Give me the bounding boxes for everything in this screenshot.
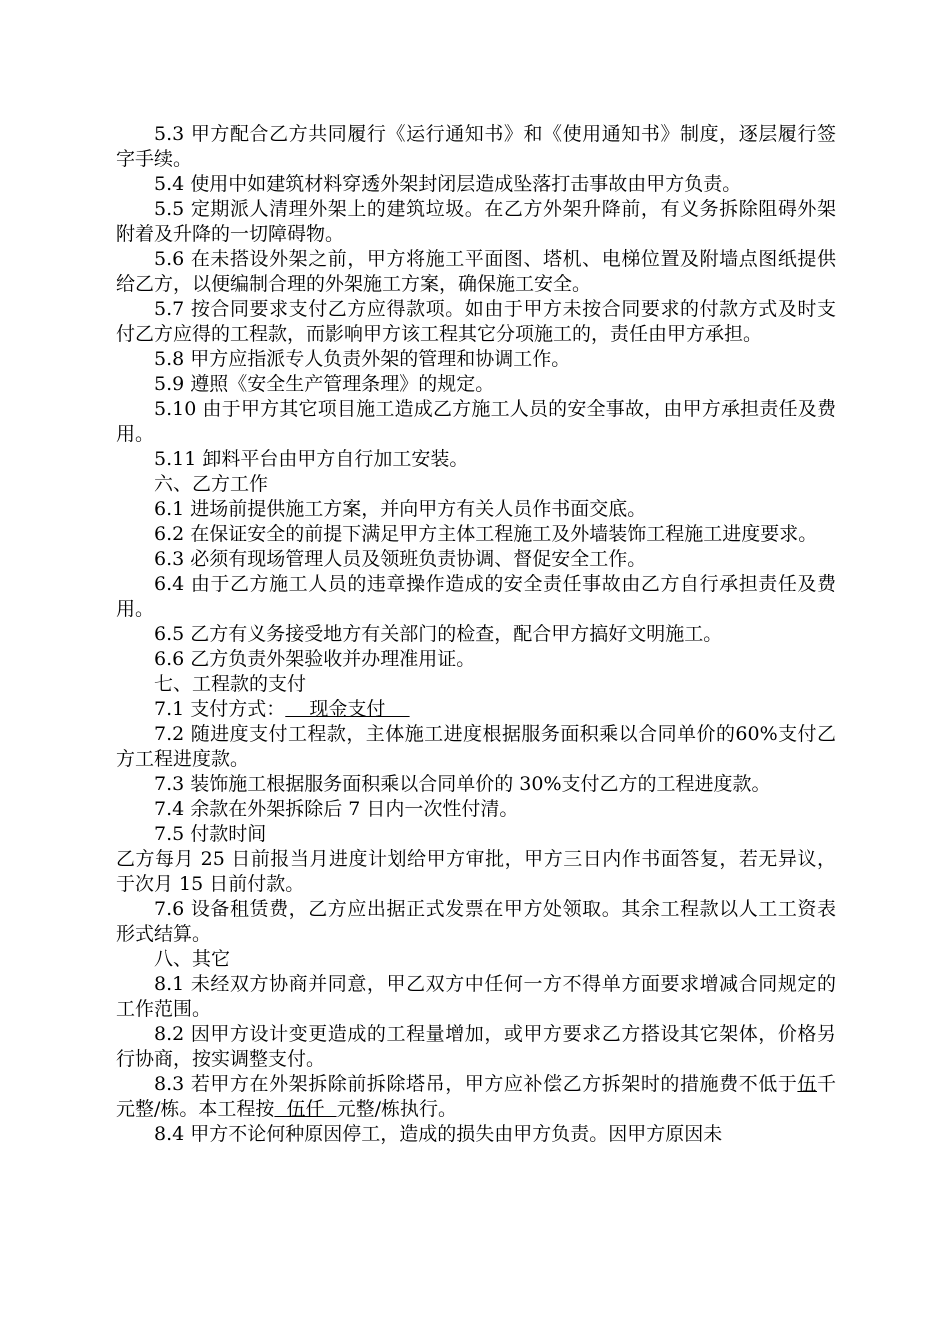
compensation-amount-min: 伍 [797,1073,817,1095]
clause-8-2: 8.2 因甲方设计变更造成的工程量增加，或甲方要求乙方搭设其它架体，价格另行协商，按实调整支付。 [116,1023,836,1070]
clause-7-5: 7.5 付款时间 [154,823,267,845]
clause-5-4: 5.4 使用中如建筑材料穿透外架封闭层造成坠落打击事故由甲方负责。 [154,173,742,195]
section-heading-6: 六、乙方工作 [154,473,269,495]
clause-7-2: 7.2 随进度支付工程款，主体施工进度根据服务面积乘以合同单价的60%支付乙方工程进度款。 [116,723,836,770]
clause-5-6: 5.6 在未搭设外架之前，甲方将施工平面图、塔机、电梯位置及附墙点图纸提供给乙方，以便编制合理的外架施工方案，确保施工安全。 [116,248,836,295]
clause-6-1: 6.1 进场前提供施工方案，并向甲方有关人员作书面交底。 [154,498,647,520]
payment-method-label: 7.1 支付方式： [154,698,286,720]
clause-5-5: 5.5 定期派人清理外架上的建筑垃圾。在乙方外架升降前，有义务拆除阻碍外架附着及升降的一切障碍物。 [116,198,836,245]
clause-6-3: 6.3 必须有现场管理人员及领班负责协调、督促安全工作。 [154,548,647,570]
section-heading-8: 八、其它 [154,948,231,970]
clause-6-4: 6.4 由于乙方施工人员的违章操作造成的安全责任事故由乙方自行承担责任及费用。 [116,573,836,620]
clause-6-2: 6.2 在保证安全的前提下满足甲方主体工程施工及外墙装饰工程施工进度要求。 [154,523,818,545]
clause-8-3-part3: 元整/栋执行。 [336,1098,457,1120]
clause-5-11: 5.11 卸料平台由甲方自行加工安装。 [154,448,469,470]
clause-6-5: 6.5 乙方有义务接受地方有关部门的检查，配合甲方搞好文明施工。 [154,623,723,645]
clause-7-3: 7.3 装饰施工根据服务面积乘以合同单价的 30%支付乙方的工程进度款。 [154,773,771,795]
clause-5-3: 5.3 甲方配合乙方共同履行《运行通知书》和《使用通知书》制度，逐层履行签字手续。 [116,123,836,170]
clause-5-8: 5.8 甲方应指派专人负责外架的管理和协调工作。 [154,348,571,370]
section-heading-7: 七、工程款的支付 [154,673,307,695]
clause-5-10: 5.10 由于甲方其它项目施工造成乙方施工人员的安全事故，由甲方承担责任及费用。 [116,398,836,445]
clause-8-3-part1: 8.3 若甲方在外架拆除前拆除塔吊，甲方应补偿乙方拆架时的措施费不低于 [154,1073,798,1095]
payment-method-value: 现金支付 [285,698,410,720]
clause-8-4: 8.4 甲方不论何种原因停工，造成的损失由甲方负责。因甲方原因未 [154,1123,723,1145]
clause-8-1: 8.1 未经双方协商并同意，甲乙双方中任何一方不得单方面要求增减合同规定的工作范围。 [116,973,836,1020]
clause-6-6: 6.6 乙方负责外架验收并办理准用证。 [154,648,476,670]
clause-7-6: 7.6 设备租赁费，乙方应出据正式发票在甲方处领取。其余工程款以人工工资表形式结算。 [116,898,836,945]
clause-8-3-part2: 千元整/栋。本工程按 [116,1073,836,1120]
clause-7-1 [116,697,836,722]
clause-7-5-body: 乙方每月 25 日前报当月进度计划给甲方审批，甲方三日内作书面答复，若无异议，于次月 15 日前付款。 [116,848,836,895]
compensation-amount-project: 伍仟 [274,1098,337,1120]
clause-7-4: 7.4 余款在外架拆除后 7 日内一次性付清。 [154,798,519,820]
contract-body [116,122,836,1147]
clause-5-9: 5.9 遵照《安全生产管理条理》的规定。 [154,373,495,395]
clause-5-7: 5.7 按合同要求支付乙方应得款项。如由于甲方未按合同要求的付款方式及时支付乙方应得的工程款，而影响甲方该工程其它分项施工的，责任由甲方承担。 [116,298,836,345]
clause-8-3 [116,1072,836,1122]
